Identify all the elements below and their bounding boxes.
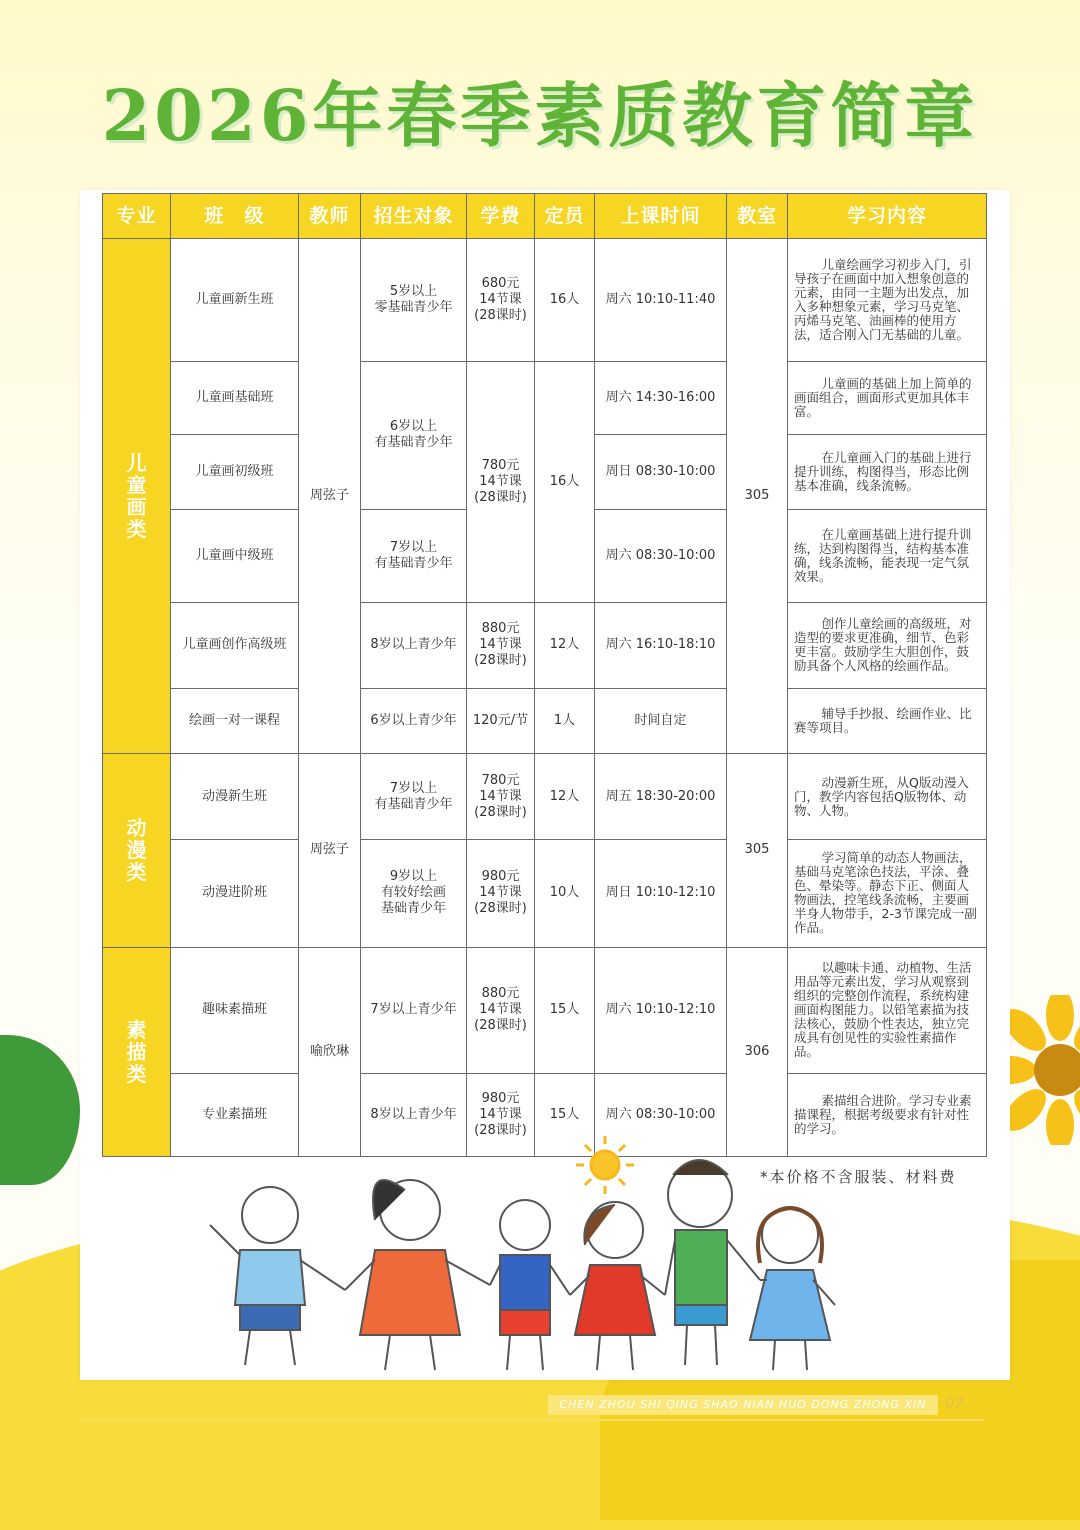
class-name: 儿童画基础班 (171, 362, 299, 435)
header-teacher: 教师 (299, 194, 361, 239)
header-class: 班 级 (171, 194, 299, 239)
capacity: 1人 (535, 688, 595, 753)
fee: 120元/节 (467, 688, 535, 753)
class-time: 时间自定 (595, 688, 727, 753)
header-content: 学习内容 (788, 194, 987, 239)
capacity: 10人 (535, 840, 595, 947)
footer-banner: CHEN ZHOU SHI QING SHAO NIAN HUO DONG ZHONG XIN (548, 1395, 938, 1415)
fee: 680元 14节课 (28课时) (467, 239, 535, 362)
table-row (103, 840, 987, 947)
fee: 780元 14节课 (28课时) (467, 754, 535, 840)
class-name: 绘画一对一课程 (171, 688, 299, 753)
target: 7岁以上青少年 (361, 947, 467, 1073)
content: 素描组合进阶。学习专业素描课程，根据考级要求有针对性的学习。 (788, 1073, 987, 1156)
teacher: 周弦子 (299, 239, 361, 754)
content: 辅导手抄报、绘画作业、比赛等项目。 (788, 688, 987, 753)
sun-icon (576, 1136, 634, 1194)
table-row (103, 602, 987, 688)
class-name: 趣味素描班 (171, 947, 299, 1073)
class-time: 周日 10:10-12:10 (595, 840, 727, 947)
classroom: 306 (727, 947, 788, 1157)
page-number: 07 (945, 1394, 965, 1412)
table-header-row (103, 194, 987, 239)
target: 6岁以上青少年 (361, 688, 467, 753)
content: 学习简单的动态人物画法，基础马克笔涂色技法，平涂、叠色、晕染等。静态下正、侧面人物画法，控笔线条流畅，主要画半身人物带手，2-3节课完成一副作品。 (788, 840, 987, 947)
category-anime: 动漫类 (103, 754, 171, 947)
capacity: 16人 (535, 239, 595, 362)
capacity: 15人 (535, 1073, 595, 1156)
target: 5岁以上 零基础青少年 (361, 239, 467, 362)
class-name: 儿童画创作高级班 (171, 602, 299, 688)
teacher: 喻欣琳 (299, 947, 361, 1157)
header-capacity: 定员 (535, 194, 595, 239)
fee: 880元 14节课 (28课时) (467, 947, 535, 1073)
target: 7岁以上 有基础青少年 (361, 509, 467, 602)
category-sketch: 素描类 (103, 947, 171, 1157)
green-decoration (0, 1035, 80, 1185)
table-row (103, 362, 987, 435)
capacity: 15人 (535, 947, 595, 1073)
category-children: 儿童画类 (103, 239, 171, 754)
classroom: 305 (727, 239, 788, 754)
table-row (103, 688, 987, 753)
class-time: 周六 08:30-10:00 (595, 509, 727, 602)
target: 8岁以上青少年 (361, 602, 467, 688)
table-row (103, 239, 987, 362)
header-time: 上课时间 (595, 194, 727, 239)
fee: 880元 14节课 (28课时) (467, 602, 535, 688)
class-time: 周五 18:30-20:00 (595, 754, 727, 840)
content: 以趣味卡通、动植物、生活用品等元素出发，学习从观察到组织的完整创作流程，系统构建画面构图能力。以铅笔素描为技法核心，鼓励个性表达，独立完成具有创见性的实验性素描作品。 (788, 947, 987, 1073)
fee: 980元 14节课 (28课时) (467, 840, 535, 947)
content: 动漫新生班，从Q版动漫入门，教学内容包括Q版物体、动物、人物。 (788, 754, 987, 840)
classroom: 305 (727, 754, 788, 947)
content: 创作儿童绘画的高级班，对造型的要求更准确，细节、色彩更丰富。鼓励学生大胆创作，鼓励具备个人风格的绘画作品。 (788, 602, 987, 688)
fee: 780元 14节课 (28课时) (467, 362, 535, 603)
teacher: 周弦子 (299, 754, 361, 947)
header-room: 教室 (727, 194, 788, 239)
class-time: 周六 08:30-10:00 (595, 1073, 727, 1156)
sunflower-icon (1005, 995, 1080, 1145)
class-name: 儿童画初级班 (171, 435, 299, 509)
class-time: 周日 08:30-10:00 (595, 435, 727, 509)
capacity: 16人 (535, 362, 595, 603)
page-title: 2026年春季素质教育简章 (101, 74, 979, 157)
class-name: 专业素描班 (171, 1073, 299, 1156)
class-time: 周六 10:10-12:10 (595, 947, 727, 1073)
content: 儿童画的基础上加上简单的画面组合，画面形式更加具体丰富。 (788, 362, 987, 435)
kids-drawing-illustration (195, 1130, 845, 1380)
content: 儿童绘画学习初步入门，引导孩子在画面中加入想象创意的元素，由同一主题为出发点，加入多种想象元素，学习马克笔、丙烯马克笔、油画棒的使用方法，适合刚入门无基础的儿童。 (788, 239, 987, 362)
content: 在儿童画基础上进行提升训练，达到构图得当，结构基本准确，线条流畅，能表现一定气氛效果。 (788, 509, 987, 602)
course-table (102, 193, 987, 1157)
target: 8岁以上青少年 (361, 1073, 467, 1156)
target: 9岁以上 有较好绘画 基础青少年 (361, 840, 467, 947)
content: 在儿童画入门的基础上进行提升训练，构图得当，形态比例基本准确，线条流畅。 (788, 435, 987, 509)
class-name: 动漫新生班 (171, 754, 299, 840)
class-name: 儿童画中级班 (171, 509, 299, 602)
class-name: 儿童画新生班 (171, 239, 299, 362)
header-major: 专业 (103, 194, 171, 239)
table-row (103, 947, 987, 1073)
footer-divider (80, 1419, 984, 1421)
target: 7岁以上 有基础青少年 (361, 754, 467, 840)
class-time: 周六 10:10-11:40 (595, 239, 727, 362)
class-time: 周六 16:10-18:10 (595, 602, 727, 688)
capacity: 12人 (535, 754, 595, 840)
price-note: *本价格不含服装、材料费 (760, 1168, 957, 1186)
capacity: 12人 (535, 602, 595, 688)
class-name: 动漫进阶班 (171, 840, 299, 947)
header-fee: 学费 (467, 194, 535, 239)
class-time: 周六 14:30-16:00 (595, 362, 727, 435)
header-target: 招生对象 (361, 194, 467, 239)
table-row (103, 754, 987, 840)
target: 6岁以上 有基础青少年 (361, 362, 467, 509)
fee: 980元 14节课 (28课时) (467, 1073, 535, 1156)
